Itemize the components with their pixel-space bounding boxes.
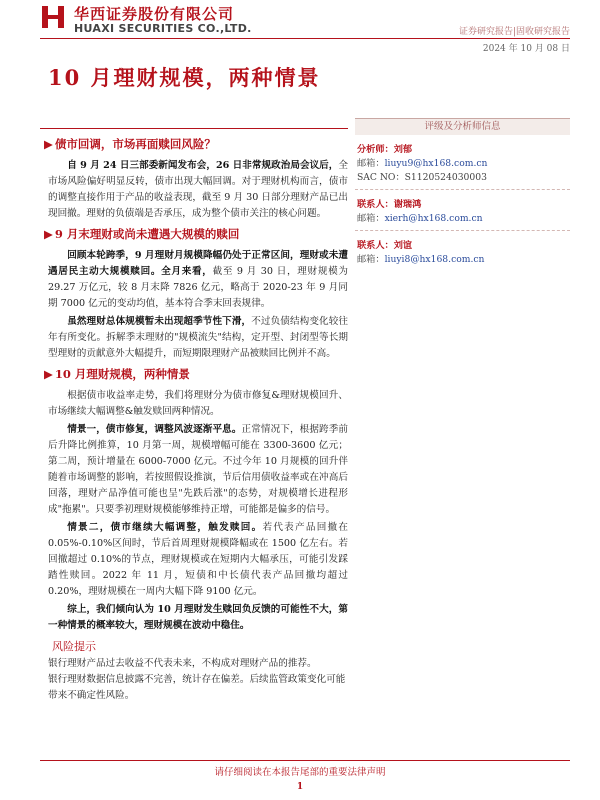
section-3 <box>44 366 349 634</box>
main-content <box>44 132 349 704</box>
section-heading: ▶ 10 月理财规模，两种情景 <box>44 367 190 381</box>
footer-divider <box>40 760 570 761</box>
contact-block <box>357 239 570 267</box>
sidebar-title: 评级及分析师信息 <box>355 118 570 135</box>
huaxi-logo-icon <box>40 4 66 30</box>
risk-heading: 风险提示 <box>52 640 96 653</box>
sidebar-divider <box>355 189 570 190</box>
analyst-block <box>357 143 570 185</box>
section-2 <box>44 226 349 362</box>
analyst-sac: SAC NO：S1120524030003 <box>357 172 487 183</box>
contact-name: 联系人：谢瑞鸿 <box>357 199 422 210</box>
section-heading: ▶ 债市回调，市场再面赎回风险？ <box>44 137 216 151</box>
contact-email-line: 邮箱：liuyi8@hx168.com.cn <box>357 254 485 265</box>
analyst-email-line: 邮箱：liuyu9@hx168.com.cn <box>357 158 488 169</box>
triangle-icon: ▶ <box>44 227 53 241</box>
footer-disclaimer: 请仔细阅读在本报告尾部的重要法律声明 <box>214 767 386 778</box>
analyst-name: 分析师：刘郁 <box>357 144 413 155</box>
risk-line: 银行理财产品过去收益不代表未来，不构成对理财产品的推荐。 <box>48 658 317 669</box>
contact-email-link[interactable]: xierh@hx168.com.cn <box>384 213 483 224</box>
paragraph: 根据债市收益率走势，我们将理财分为债市修复&理财规模回升、市场继续大幅调整&触发赎回两种情况。 <box>48 390 348 417</box>
sidebar-divider <box>355 230 570 231</box>
risk-section <box>48 638 348 704</box>
page-number: 1 <box>296 782 304 792</box>
section-1 <box>44 136 348 222</box>
contact-email-line: 邮箱：xierh@hx168.com.cn <box>357 213 483 224</box>
contact-email-link[interactable]: liuyi8@hx168.com.cn <box>384 254 485 265</box>
header-divider <box>40 38 570 39</box>
contact-block <box>357 198 570 226</box>
paragraph: 虽然理财总体规模暂未出现超季节性下滑，不过负债结构变化较往年有所变化。拆解季末理财的"规模流失"结构，定开型、封闭型等长期型理财的贡献意外大幅提升，而短期限理财产品被赎回比例并不高。 <box>48 316 349 359</box>
triangle-icon: ▶ <box>44 137 53 151</box>
section-heading: ▶ 9 月末理财或尚未遭遇大规模的赎回 <box>44 227 240 241</box>
report-date: 2024 年 10 月 08 日 <box>482 44 570 54</box>
risk-line: 银行理财数据信息披露不完善，统计存在偏差。后续监管政策变化可能带来不确定性风险。 <box>48 674 346 701</box>
paragraph: 综上，我们倾向认为 10 月理财发生赎回负反馈的可能性不大，第一种情景的概率较大，理财规模在波动中稳住。 <box>48 604 348 631</box>
triangle-icon: ▶ <box>44 367 53 381</box>
company-name-en: HUAXI SECURITIES CO.,LTD. <box>74 22 252 35</box>
paragraph: 回顾本轮跨季，9 月理财月规模降幅仍处于正常区间，理财或未遭遇居民主动大规模赎回。全月来看，截至 9 月 30 日，理财规模为 29.27 万亿元，较 8 月末降 7826 亿元，略高于 2020-23 年 9 月同期 7000 亿元的变动均值，基本符合季末回表规律。 <box>48 250 348 309</box>
contact-name: 联系人：刘谊 <box>357 240 413 251</box>
report-type: 证券研究报告|固收研究报告 <box>458 27 570 37</box>
page-title: 10 月理财规模，两种情景 <box>48 65 321 90</box>
analyst-email-link[interactable]: liuyu9@hx168.com.cn <box>384 158 488 169</box>
company-name-cn: 华西证券股份有限公司 <box>74 5 235 23</box>
paragraph: 自 9 月 24 日三部委新闻发布会，26 日非常规政治局会议后，全市场风险偏好明显反转，债市出现大幅回调。对于理财机构而言，债市的调整直接作用于产品的收益表现，截至 9 月 30 日部分理财产品已出现回撤。理财的负债端是否承压，成为整个债市关注的核心问题。 <box>48 160 348 219</box>
sidebar <box>355 118 570 267</box>
paragraph: 情景二，债市继续大幅调整，触发赎回。若代表产品回撤在 0.05%-0.10%区间时，节后首周理财规模降幅或在 1500 亿左右。若回撤超过 0.10%的节点，理财规模或在短期内大幅承压，可能引发踩踏性赎回。2022 年 11 月，短债和中长债代表产品回撤均超过 0.20%，理财规模在一周内大幅下降 9100 亿元。 <box>48 522 349 597</box>
main-divider <box>40 128 348 129</box>
paragraph: 情景一，债市修复，调整风波逐渐平息。正常情况下，根据跨季前后升降比例推算，10 月第一周，规模增幅可能在 3300-3600 亿元；第二周，预计增量在 6000-7000 亿元。不过今年 10 月规模的回升伴随着市场调整的影响，若按照假设推演，节后信用债收益率或在冲高后回落，理财产品净值可能也呈"先跌后涨"的态势，对规模增长进程形成"拖累"。只要季初理财规模能够维持正增，可能都是偏多的信号。 <box>48 424 349 515</box>
